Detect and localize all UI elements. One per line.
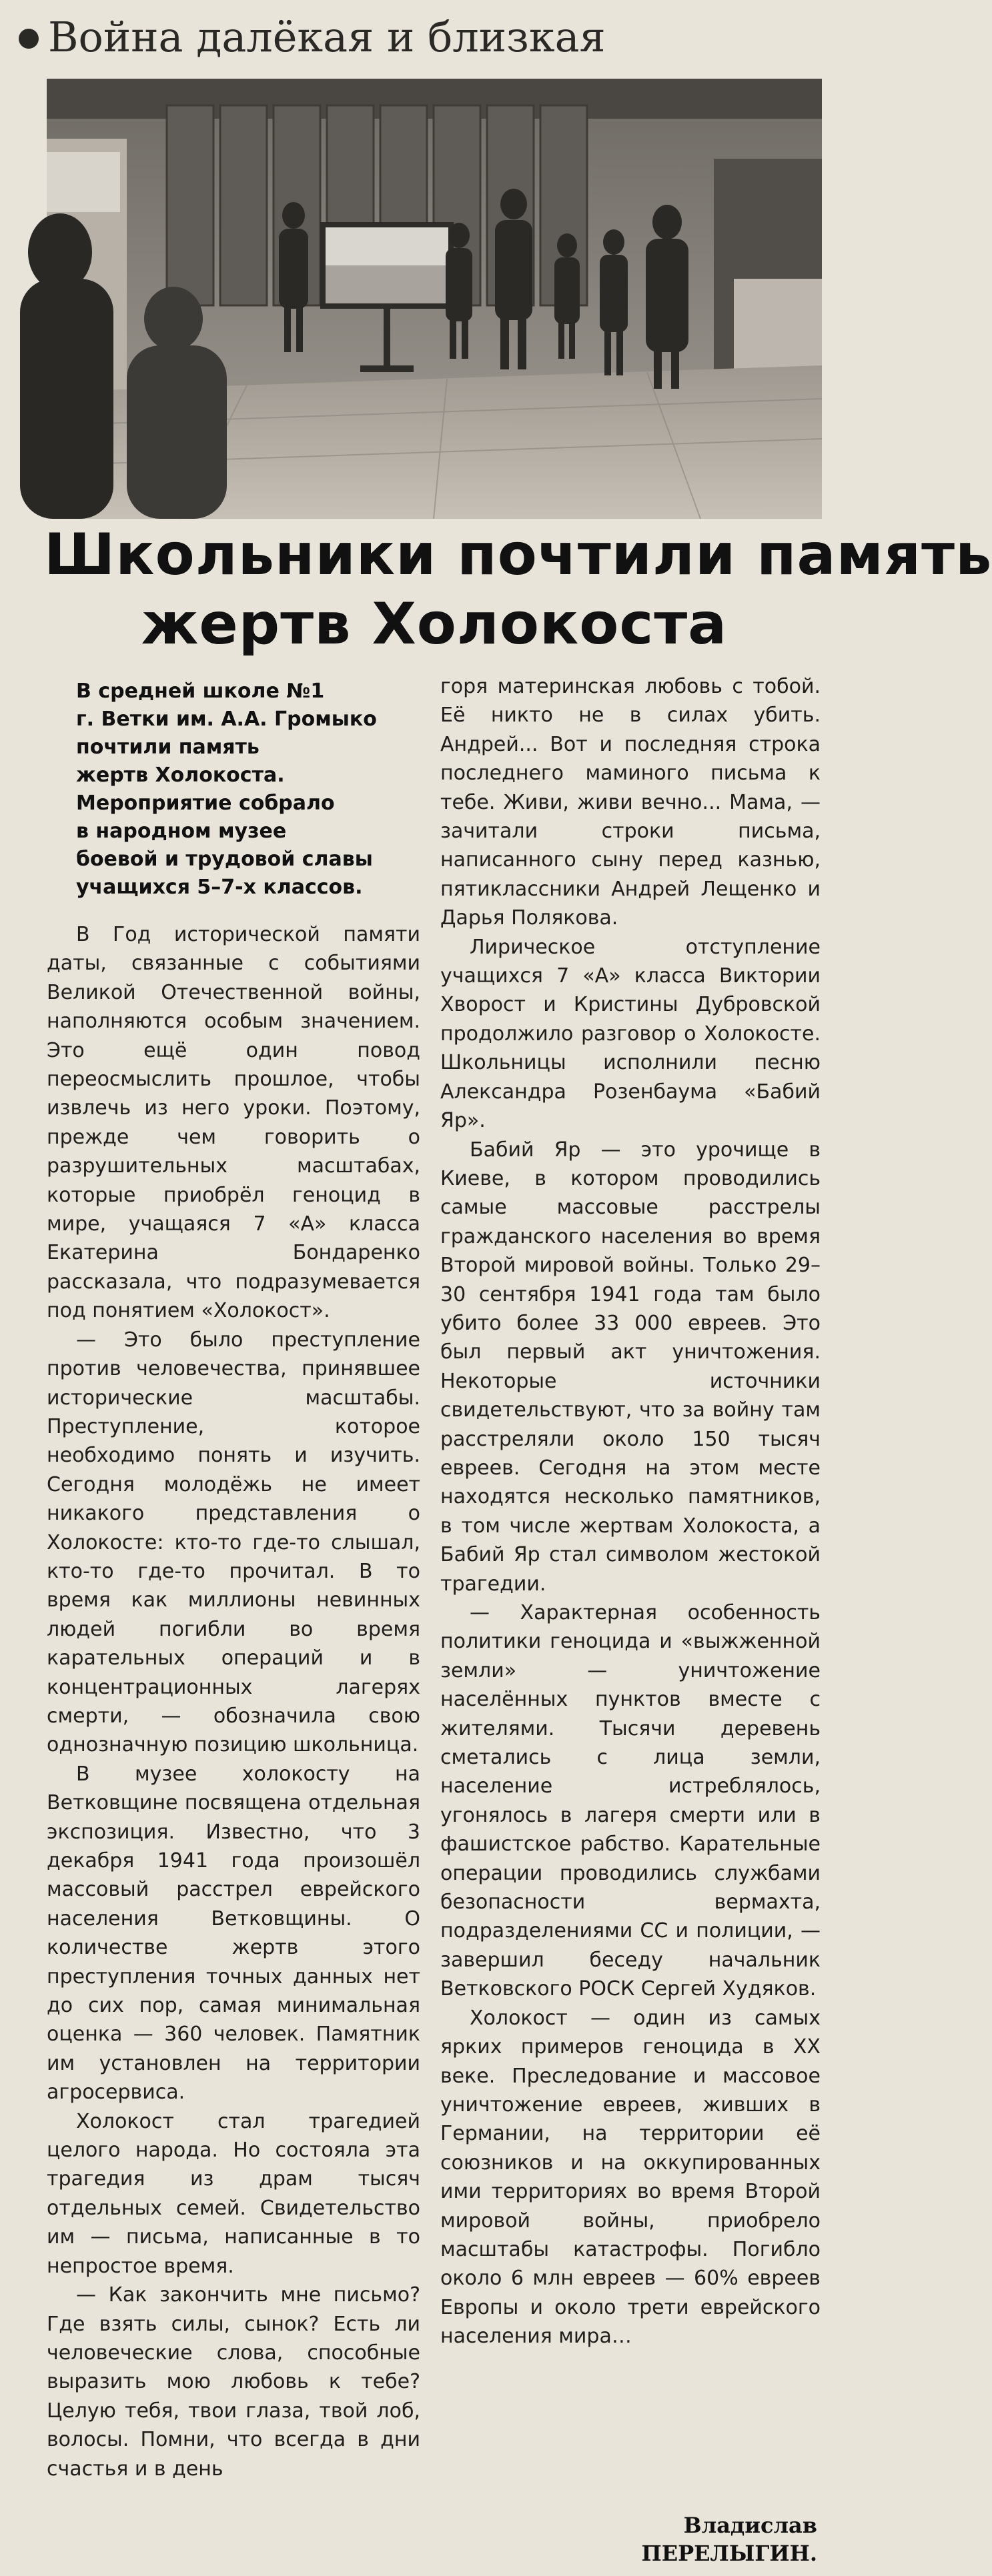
article-paragraph: В музее холокосту на Ветковщине посвящена отдельная экспозиция. Известно, что 3 декабря 1941 года произошёл массовый расстрел еврейского населения Ветковщины. О количестве жертв этого преступления точных данных нет до сих пор, самая минимальная оценка — 360 человек. Памятник им установлен на территории агросервиса. [47,1762,420,2105]
article-headline [44,520,992,659]
article-photo [47,79,822,519]
lead-line: в народном музее [76,820,287,843]
rubric-title: Война далёкая и близкая [48,13,606,61]
author-first-name: Владислав [683,2513,817,2538]
article-lead [47,678,420,902]
article-paragraph: — Характерная особенность политики геноцида и «выжженной земли» — уничтожение населённых пунктов вместе с жителями. Тысячи деревень сметались с лица земли, население истреблялось, угонялось в лагеря смерти или в фашистское рабство. Карательные операции проводились службами безопасности вермахта, подразделениями СС и полиции, — завершил беседу начальник Ветковского РОСК Сергей Худяков. [440,1601,821,2001]
article-paragraph: — Это было преступление против человечества, принявшее исторические масштабы. Преступление, которое необходимо понять и изучить. Сегодня молодёжь не имеет никакого представления о Холокосте: кто-то где-то слышал, кто-то где-то прочитал. В то время как миллионы невинных людей погибли во время карательных операций и в концентрационных лагерях смерти, — обозначила свою однозначную позицию школьница. [47,1328,420,1757]
museum-hall-illustration [47,79,822,519]
article-column-left [47,678,420,2483]
article-paragraph: В Год исторической памяти даты, связанные с событиями Великой Отечественной войны, наполняются особым значением. Это ещё один повод переосмыслить прошлое, чтобы извлечь из него уроки. Поэтому, прежде чем говорить о разрушительных масштабах, которые приобрёл геноцид в мире, учащаяся 7 «А» класса Екатерина Бондаренко рассказала, что подразумевается под понятием «Холокост». [47,923,420,1323]
lead-line: Мероприятие собрало [76,792,335,815]
article-paragraph: Бабий Яр — это урочище в Киеве, в котором проводились самые массовые расстрелы гражданского населения во время Второй мировой войны. Только 29–30 сентября 1941 года там было убито более 33 000 евреев. Это был первый акт уничтожения. Некоторые источники свидетельствуют, что за войну там расстреляли около 150 тысяч евреев. Сегодня на этом месте находятся несколько памятников, в том числе жертвам Холокоста, а Бабий Яр стал символом жестокой трагедии. [440,1138,821,1596]
article-paragraph: Холокост стал трагедией целого народа. Но состояла эта трагедия из драм тысяч отдельных семей. Свидетельство им — письма, написанные в то непростое время. [47,2109,420,2278]
headline-line-2: жертв Холокоста [141,591,728,658]
author-byline [550,2511,817,2567]
lead-line: боевой и трудовой славы [76,848,373,871]
rubric-header [19,4,839,71]
lead-line: почтили память [76,736,260,759]
article-paragraph: горя материнская любовь с тобой. Её никто не в силах убить. Андрей... Вот и последняя строка последнего маминого письма к тебе. Живи, живи вечно... Мама, — зачитали строки письма, написанного сыну перед казнью, пятиклассники Андрей Лещенко и Дарья Полякова. [440,675,821,930]
article-column-right [440,672,821,2351]
article-paragraph: Лирическое отступление учащихся 7 «А» класса Виктории Хворост и Кристины Дубровской продолжило разговор о Холокосте. Школьницы исполнили песню Александра Розенбаума «Бабий Яр». [440,935,821,1133]
lead-line: жертв Холокоста. [76,764,285,787]
author-last-name: ПЕРЕЛЫГИН. [641,2541,817,2566]
lead-line: В средней школе №1 [76,680,325,703]
bullet-icon [19,29,39,49]
headline-line-1: Школьники почтили память [44,521,992,588]
article-paragraph: — Как закончить мне письмо? Где взять силы, сынок? Есть ли человеческие слова, способные выразить мою любовь к тебе? Целую тебя, твои глаза, твой лоб, волосы. Помни, что всегда в дни счастья и в день [47,2283,420,2481]
lead-line: учащихся 5–7-х классов. [76,876,363,899]
article-paragraph: Холокост — один из самых ярких примеров геноцида в ХХ веке. Преследование и массовое уничтожение евреев, живших в Германии, на территории её союзников и на оккупированных ими территориях во время Второй мировой войны, приобрело масштабы катастрофы. Погибло около 6 млн евреев — 60% евреев Европы и около трети еврейского населения мира… [440,2006,821,2349]
lead-line: г. Ветки им. А.А. Громыко [76,708,377,731]
